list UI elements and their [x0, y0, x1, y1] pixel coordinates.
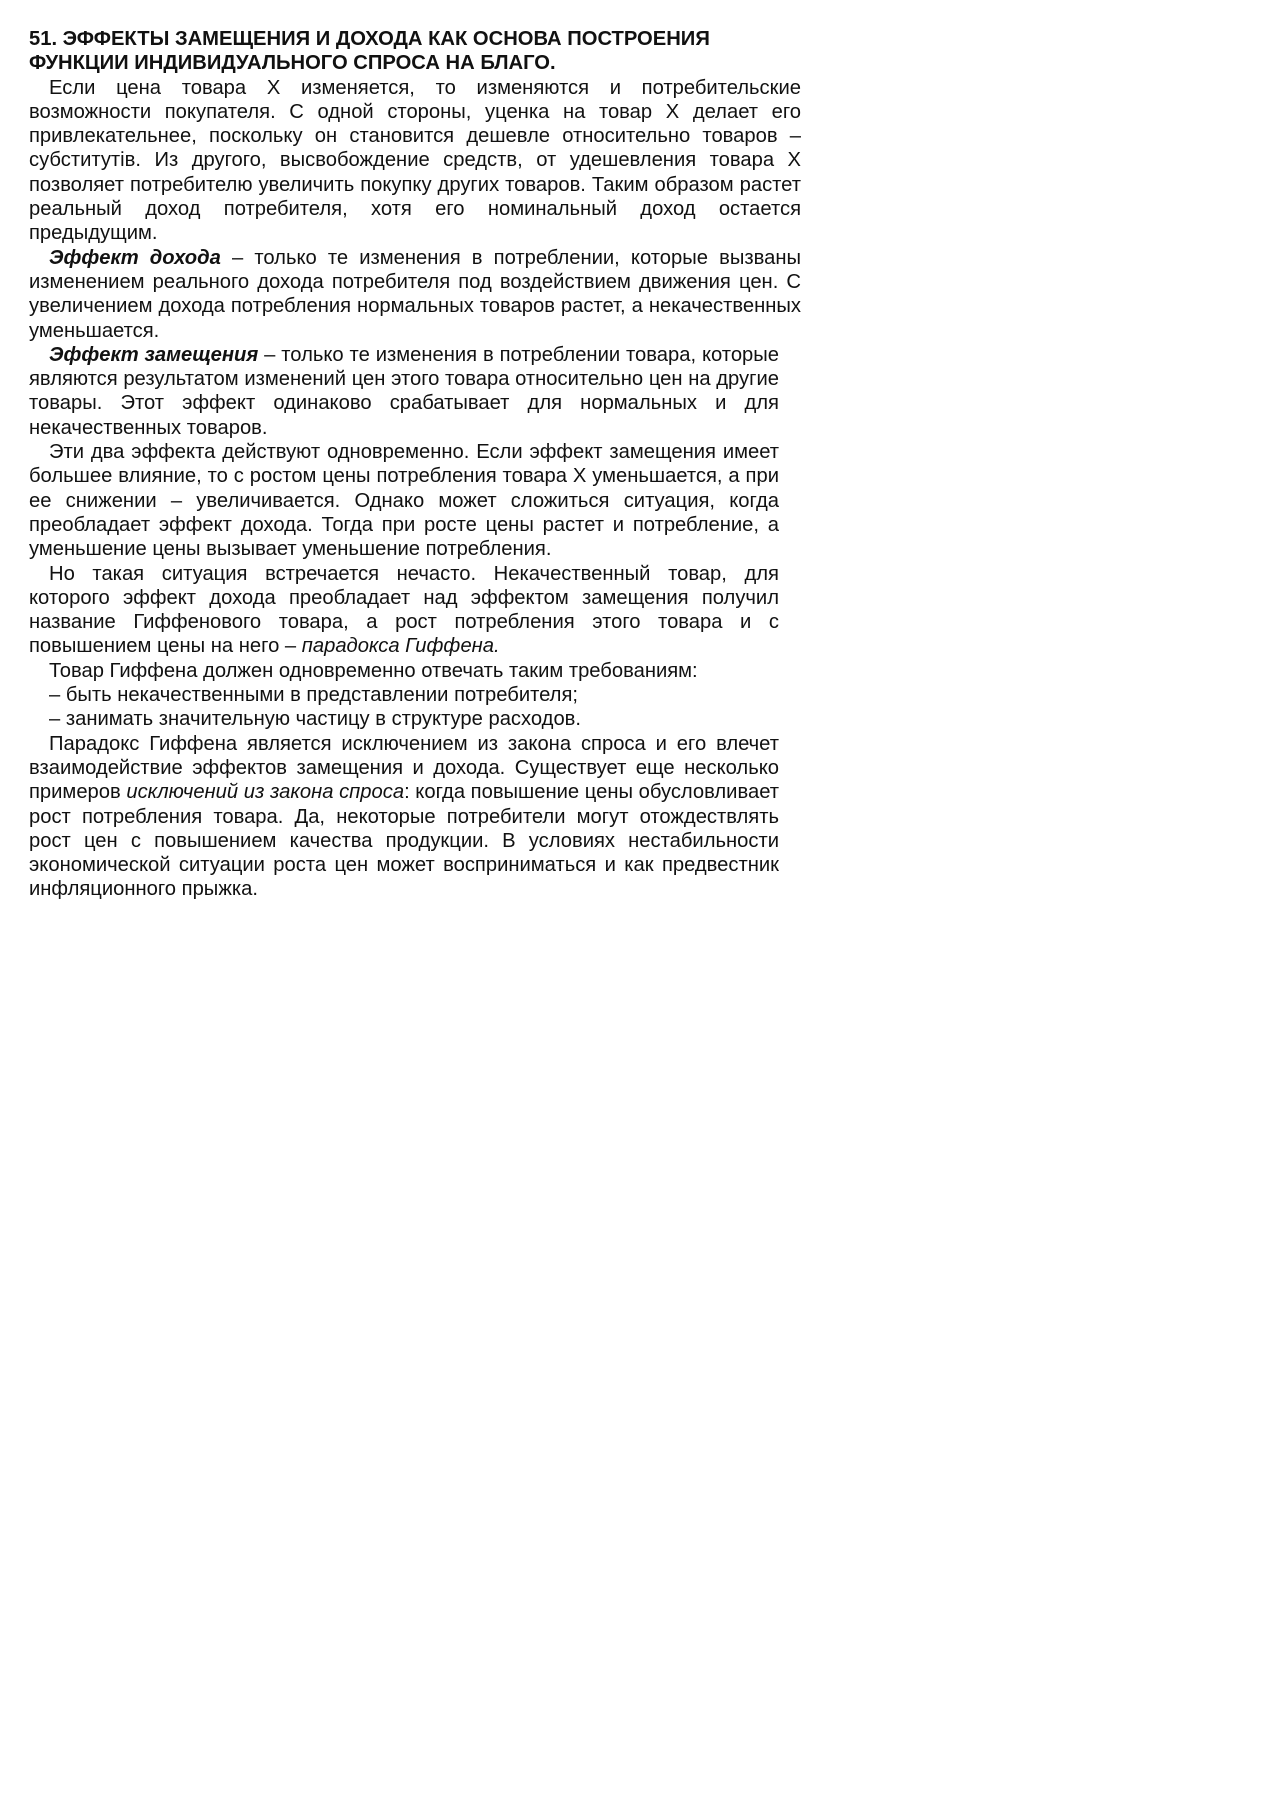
paragraph-giffen-requirements: Товар Гиффена должен одновременно отвечать таким требованиям:: [49, 659, 698, 682]
document-page: [29, 27, 801, 902]
paragraph-price-change: Если цена товара Х изменяется, то изменяются и потребительские возможности покупателя. С одной стороны, уценка на товар Х делает его привлекательнее, поскольку он становится дешевле относительно товаров – субститутів. Из другого, высвобождение средств, от удешевления товара Х позволяет потребителю увеличить покупку других товаров. Таким образом растет реальный доход потребителя, хотя его номинальный доход остается предыдущим.: [29, 76, 801, 245]
exceptions-term: исключений из закона спроса: [126, 781, 405, 804]
paragraph-demand-law-exceptions: [29, 732, 779, 902]
paragraph-giffen-good: [29, 562, 779, 659]
income-effect-definition: – только те изменения в потреблении, которые вызваны изменением реального дохода потребителя под воздействием движения цен. С увеличением дохода потребления нормальных товаров растет, а некачественных уменьшается.: [29, 246, 801, 342]
paragraph-income-effect: [29, 246, 801, 343]
page-title: [29, 27, 779, 76]
giffen-good-text: Но такая ситуация встречается нечасто. Некачественный товар, для которого эффект дохода преобладает над эффектом замещения получил название Гиффенового товара, а рост потребления этого товара и с повышением цены на него –: [29, 562, 779, 658]
paragraph-substitution-effect: [29, 343, 779, 440]
exceptions-text-start: Парадокс Гиффена является исключением из закона спроса и его влечет взаимодействие эффектов замещения и дохода. Существует еще несколько примеров: [29, 732, 779, 804]
giffen-paradox-term: парадокса Гиффена.: [301, 635, 500, 658]
term-income-effect: Эффект дохода: [49, 246, 221, 269]
requirement-item-2: – занимать значительную частицу в структуре расходов.: [49, 708, 582, 731]
paragraph-simultaneous-effects: Эти два эффекта действуют одновременно. Если эффект замещения имеет большее влияние, то с ростом цены потребления товара Х уменьшается, а при ее снижении – увеличивается. Однако может сложиться ситуация, когда преобладает эффект дохода. Тогда при росте цены растет и потребление, а уменьшение цены вызывает уменьшение потребления.: [29, 441, 779, 561]
title-line-1: 51. ЭФФЕКТЫ ЗАМЕЩЕНИЯ И ДОХОДА КАК ОСНОВА ПОСТРОЕНИЯ: [29, 28, 710, 50]
substitution-effect-definition: – только те изменения в потреблении товара, которые являются результатом изменений цен этого товара относительно цен на другие товары. Этот эффект одинаково срабатывает для нормальных и для некачественных товаров.: [29, 343, 780, 439]
term-substitution-effect: Эффект замещения: [49, 343, 259, 366]
requirement-item-1: – быть некачественными в представлении потребителя;: [49, 684, 578, 707]
exceptions-text-end: : когда повышение цены обусловливает рост потребления товара. Да, некоторые потребители могут отождествлять рост цен с повышением качества продукции. В условиях нестабильности экономической ситуации роста цен может восприниматься и как предвестник инфляционного прыжка.: [29, 781, 779, 901]
title-line-2: ФУНКЦИИ ИНДИВИДУАЛЬНОГО СПРОСА НА БЛАГО.: [29, 52, 556, 75]
